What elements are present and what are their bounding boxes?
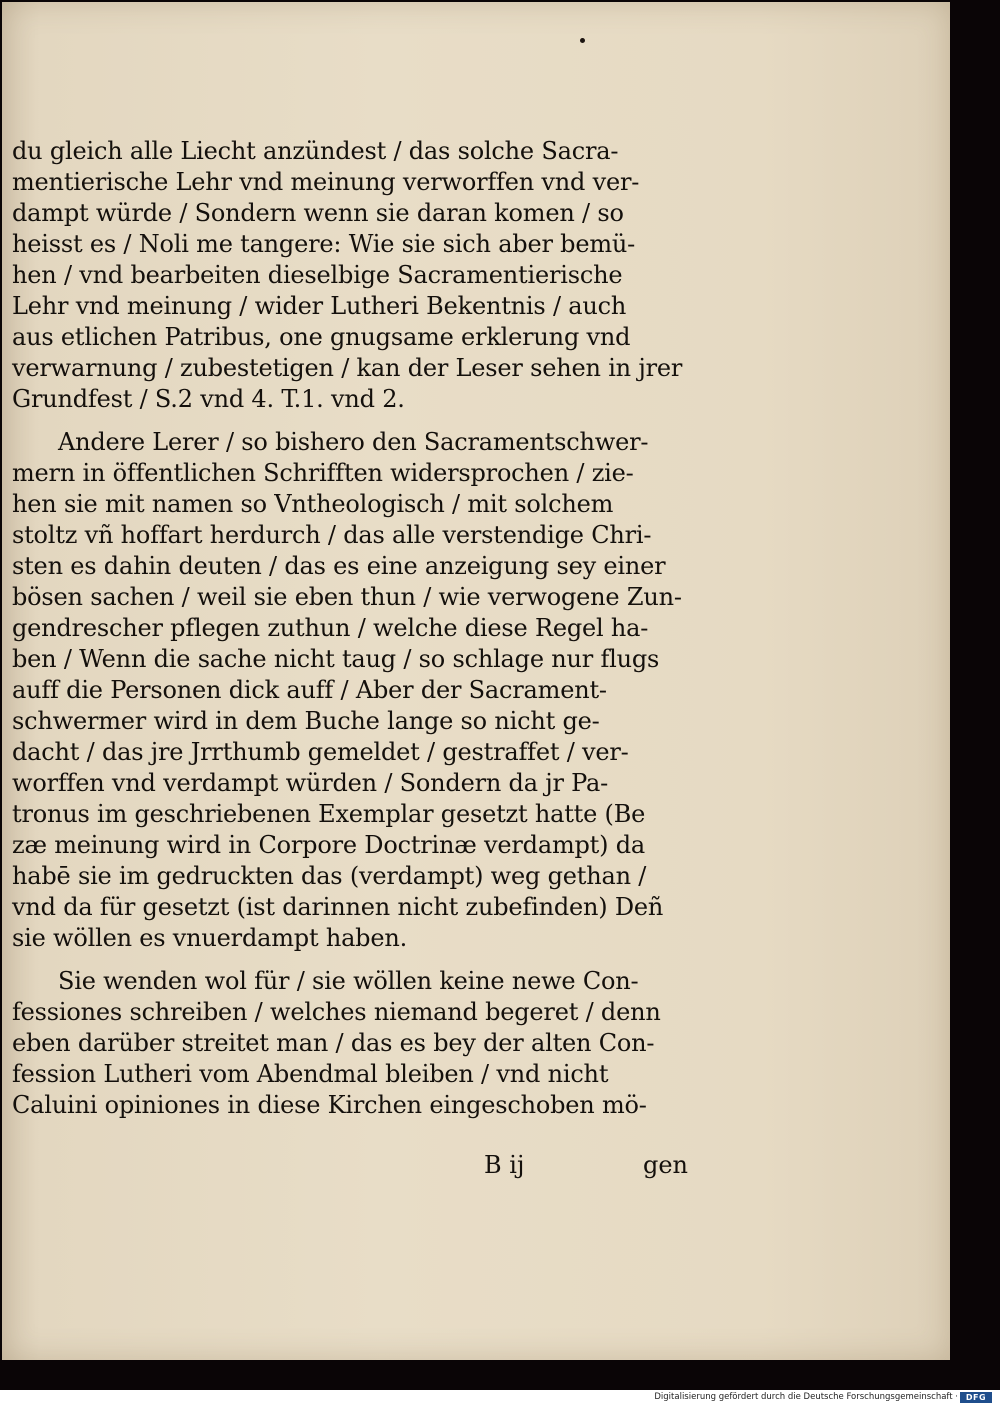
- text-line: hen / vnd bearbeiten dieselbige Sacramentierische: [12, 261, 623, 289]
- digitization-footer: [0, 1390, 1000, 1405]
- catchword: gen: [642, 1151, 688, 1179]
- text-line: worffen vnd verdampt würden / Sondern da jr Pa-: [12, 769, 609, 797]
- text-line: mern in öffentlichen Schrifften widersprochen / zie-: [12, 459, 634, 487]
- text-line: mentierische Lehr vnd meinung verworffen vnd ver-: [12, 168, 640, 196]
- text-line: schwermer wird in dem Buche lange so nicht ge-: [12, 707, 600, 735]
- ink-dot: [580, 38, 585, 43]
- signature-mark: B ij: [484, 1151, 525, 1179]
- text-line: Grundfest / S.2 vnd 4. T.1. vnd 2.: [12, 385, 405, 413]
- text-line: bösen sachen / weil sie eben thun / wie verwogene Zun-: [12, 583, 682, 611]
- text-line: dampt würde / Sondern wenn sie daran komen / so: [12, 199, 624, 227]
- text-line: habē sie im gedruckten das (verdampt) weg gethan /: [12, 862, 647, 890]
- funding-credit: Digitalisierung gefördert durch die Deutsche Forschungsgemeinschaft ·: [654, 1392, 958, 1402]
- text-line: hen sie mit namen so Vntheologisch / mit solchem: [12, 490, 614, 518]
- text-line: du gleich alle Liecht anzündest / das solche Sacra-: [12, 137, 619, 165]
- text-line: verwarnung / zubestetigen / kan der Leser sehen in jrer: [12, 354, 683, 382]
- text-line: aus etlichen Patribus, one gnugsame erklerung vnd: [12, 323, 631, 351]
- text-line: gendrescher pflegen zuthun / welche diese Regel ha-: [12, 614, 649, 642]
- text-line: dacht / das jre Jrrthumb gemeldet / gestraffet / ver-: [12, 738, 629, 766]
- text-line: Caluini opiniones in diese Kirchen eingeschoben mö-: [12, 1091, 647, 1119]
- text-line: tronus im geschriebenen Exemplar gesetzt hatte (Be: [12, 800, 646, 828]
- text-line: Sie wenden wol für / sie wöllen keine newe Con-: [58, 967, 639, 995]
- book-page: [2, 2, 950, 1360]
- text-line: Lehr vnd meinung / wider Lutheri Bekentnis / auch: [12, 292, 627, 320]
- text-line: zæ meinung wird in Corpore Doctrinæ verdampt) da: [12, 831, 645, 859]
- text-line: stoltz vñ hoffart herdurch / das alle verstendige Chri-: [12, 521, 652, 549]
- dfg-logo-icon: DFG: [960, 1392, 992, 1403]
- text-line: sie wöllen es vnuerdampt haben.: [12, 924, 408, 952]
- text-line: eben darüber streitet man / das es bey der alten Con-: [12, 1029, 655, 1057]
- page-text: [12, 136, 692, 1121]
- page-footer-line: [484, 1148, 694, 1182]
- text-line: sten es dahin deuten / das es eine anzeigung sey einer: [12, 552, 666, 580]
- text-line: heisst es / Noli me tangere: Wie sie sich aber bemü-: [12, 230, 636, 258]
- text-line: Andere Lerer / so bishero den Sacramentschwer-: [58, 428, 649, 456]
- text-line: fession Lutheri vom Abendmal bleiben / vnd nicht: [12, 1060, 609, 1088]
- paragraph-2: [12, 427, 692, 954]
- text-line: vnd da für gesetzt (ist darinnen nicht zubefinden) Deñ: [12, 893, 664, 921]
- paragraph-1: [12, 136, 692, 415]
- text-line: fessiones schreiben / welches niemand begeret / denn: [12, 998, 661, 1026]
- paragraph-3: [12, 966, 692, 1121]
- text-line: auff die Personen dick auff / Aber der Sacrament-: [12, 676, 607, 704]
- text-line: ben / Wenn die sache nicht taug / so schlage nur flugs: [12, 645, 660, 673]
